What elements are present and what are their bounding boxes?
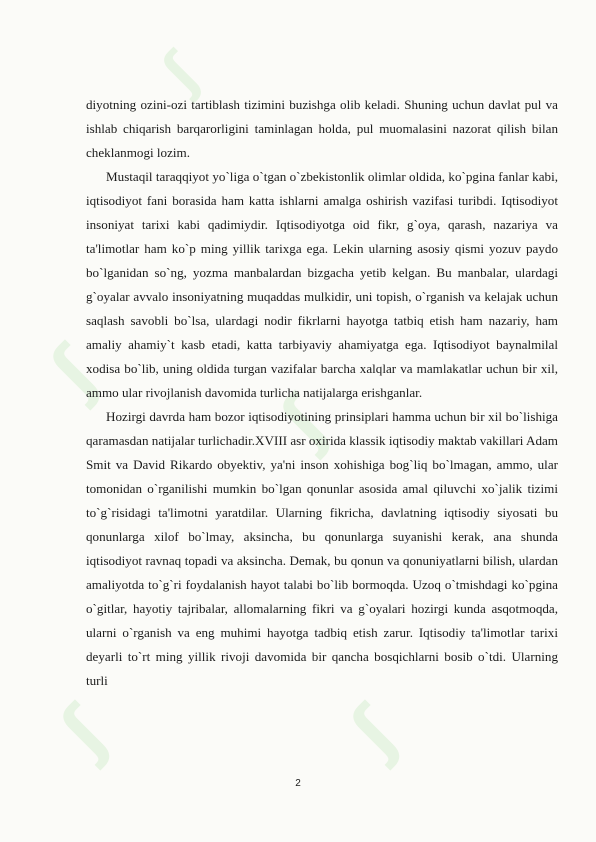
watermark-logo: ʃ xyxy=(335,691,414,771)
watermark-logo: ʃ xyxy=(265,381,344,461)
paragraph-2: Mustaqil taraqqiyot yo`liga o`tgan o`zbekistonlik olimlar oldida, ko`pgina fanlar kabi, iqtisodiyot fani borasida ham katta ishlarni amalga oshirish vazifasi turibdi. Iqtisodiyot insoniyat tarixi kabi qadimiydir. Iqtisodiyotga oid fikr, g`oya, qarash, nazariya va ta'limotlar ham ko`p ming yillik tarixga ega. Lekin ularning asosiy qismi yozuv paydo bo`lganidan so`ng, yozma manbalardan bizgacha yetib kelgan. Bu manbalar, ulardagi g`oyalar avvalo insoniyatning muqaddas mulkidir, uni topish, o`rganish va kelajak uchun saqlash savobli bo`lsa, ulardagi nodir fikrlarni hayotga tatbiq etish ham nazariy, ham amaliy ahamiy`t kasb etadi, katta tarbiyaviy ahamiyatga ega. Iqtisodiyot baynalmilal xodisa bo`lib, uning oldida turgan vazifalar barcha xalqlar va mamlakatlar uchun bir xil, ammo ular rivojlanish davomida turlicha natijalarga erishganlar. xyxy=(86,169,558,400)
watermark-logo: ʃ xyxy=(150,41,213,104)
watermark-logo: ʃ xyxy=(45,691,124,771)
paragraph-3: Hozirgi davrda ham bozor iqtisodiyotining prinsiplari hamma uchun bir xil bo`lishiga qaramasdan natijalar turlichadir.XVIII asr oxirida klassik iqtisodiy maktab vakillari Adam Smit va David Rikardo obyektiv, ya'ni inson xohishiga bog`liq bo`lmagan, ammo, ular tomonidan o`rganilishi mumkin bo`lgan qonunlar asosida amal qiluvchi xo`jalik tizimi to`g`risidagi ta'limotni yaratdilar. Ularning fikricha, davlatning iqtisodiy siyosati bu qonunlarga xilof bo`lmay, aksincha, bu qonunlarga suyanishi kerak, ana shunda iqtisodiyot ravnaq topadi va aksincha. Demak, bu qonun va qonuniyatlarni bilish, ulardan amaliyotda to`g`ri foydalanish hayot talabi bo`lib bormoqda. Uzoq o`tmishdagi ko`pgina o`gitlar, hayotiy tajribalar, allomalarning fikri va g`oyalari hozirgi kunda asqotmoqda, ularni o`rganish va eng muhimi hayotga tadbiq etish zarur. Iqtisodiy ta'limotlar tarixi deyarli to`rt ming yillik rivoji davomida bir qancha bosqichlarni bosib o`tdi. Ularning turli xyxy=(86,409,558,688)
page-number: 2 xyxy=(295,778,301,789)
body-text xyxy=(86,93,558,693)
paragraph-1: diyotning ozini-ozi tartiblash tizimini buzishga olib keladi. Shuning uchun davlat pul va ishlab chiqarish barqarorligini taminlagan holda, pul muomalasini nazorat qilish bilan cheklanmogi lozim. xyxy=(86,97,558,160)
watermark-logo: ʃ xyxy=(35,331,114,411)
